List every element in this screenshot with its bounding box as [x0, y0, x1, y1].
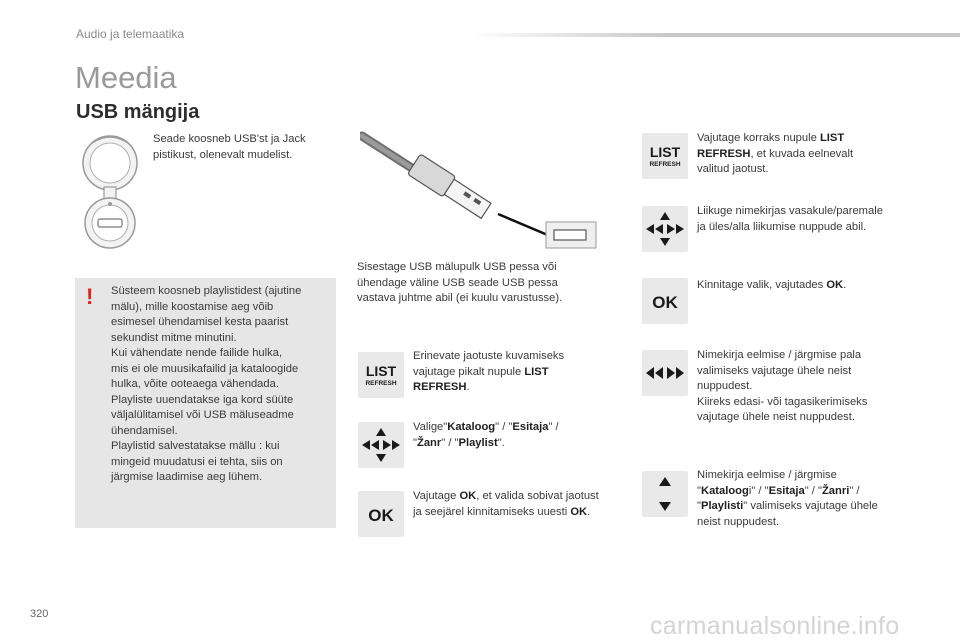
- instruction-navigate: [697, 204, 912, 235]
- insert-line: ühendage väline USB seade USB pessa: [357, 276, 558, 289]
- ok-button[interactable]: [642, 278, 688, 324]
- warning-line: mingeid muudatusi ei tehta, siis on: [111, 455, 283, 468]
- list-refresh-top-label: LIST: [649, 144, 681, 160]
- instruction-line: Vajutage korraks nupule LIST: [697, 132, 845, 144]
- ok-label: OK: [652, 293, 678, 312]
- warning-line: Playlistid salvestatakse mällu : kui: [111, 440, 280, 452]
- instruction-list-short: [697, 131, 912, 178]
- four-way-arrows-button[interactable]: [642, 206, 688, 252]
- ok-label: OK: [368, 506, 394, 525]
- warning-line: Kui vähendate nende failide hulka,: [111, 347, 283, 359]
- list-refresh-bottom-label: REFRESH: [649, 161, 681, 168]
- usb-cable-illustration: [360, 130, 600, 255]
- warning-line: Playliste uuendatakse iga kord süüte: [111, 393, 294, 406]
- ok-button[interactable]: [358, 491, 404, 537]
- intro-text: Seade koosneb USB'st ja Jack pistikust, olenevalt mudelist.: [153, 133, 306, 161]
- four-way-arrows-button[interactable]: [358, 422, 404, 468]
- warning-line: hulka, võite ooteaega vähendada.: [111, 378, 279, 390]
- instruction-line: ja üles/alla liikumise nuppude abil.: [697, 220, 867, 233]
- instruction-line: "Žanr" / "Playlist".: [413, 436, 505, 449]
- warning-line: sekundist mitme minutini.: [111, 331, 237, 344]
- instruction-list-long: [413, 349, 623, 396]
- page-number: 320: [30, 608, 49, 620]
- insert-line: Sisestage USB mälupulk USB pessa või: [357, 261, 557, 273]
- warning-line: mälu), mille koostamise aeg võib: [111, 300, 274, 313]
- warning-text: [111, 284, 331, 486]
- four-way-arrows-icon: [358, 422, 404, 468]
- instruction-line: Nimekirja eelmise / järgmise: [697, 469, 837, 481]
- instruction-line: Kiireks edasi- või tagasikerimiseks: [697, 395, 868, 408]
- instruction-line: Kinnitage valik, vajutades OK.: [697, 279, 847, 291]
- exclamation-icon: !: [86, 284, 94, 309]
- list-refresh-bottom-label: REFRESH: [365, 380, 397, 387]
- usb-port-illustration: [78, 133, 142, 256]
- list-refresh-button[interactable]: [642, 133, 688, 179]
- up-down-arrows-icon: [642, 471, 688, 517]
- instruction-line: "Kataloogi" / "Esitaja" / "Žanri" /: [697, 484, 860, 497]
- warning-line: mis ei ole muusikafailid ja kataloogide: [111, 362, 299, 375]
- instruction-line: Erinevate jaotuste kuvamiseks: [413, 350, 565, 362]
- instruction-line: Valige"Kataloog" / "Esitaja" /: [413, 421, 559, 433]
- warning-line: ühendamisel.: [111, 424, 178, 437]
- instruction-prev-next: [697, 348, 912, 426]
- instruction-line: valitud jaotust.: [697, 163, 769, 175]
- watermark: carmanualsonline.info: [650, 612, 900, 640]
- instruction-line: valimiseks vajutage ühele neist: [697, 364, 852, 377]
- instruction-line: Liikuge nimekirjas vasakule/paremale: [697, 205, 883, 217]
- instruction-line: ja seejärel kinnitamiseks uuesti OK.: [413, 505, 591, 518]
- header-rule: [470, 33, 960, 37]
- insert-line: vastava juhtme abil (ei kuulu varustusse).: [357, 292, 563, 304]
- warning-line: järgmise laadimise aeg lühem.: [111, 471, 263, 483]
- list-refresh-button[interactable]: [358, 352, 404, 398]
- insert-text: [357, 260, 607, 307]
- page-subtitle: USB mängija: [76, 101, 200, 123]
- instruction-select-category: [413, 420, 623, 451]
- warning-line: Süsteem koosneb playlistidest (ajutine: [111, 285, 302, 297]
- instruction-line: REFRESH, et kuvada eelnevalt: [697, 147, 854, 160]
- instruction-confirm: [697, 278, 912, 294]
- instruction-ok-select: [413, 489, 628, 520]
- four-way-arrows-icon: [642, 206, 688, 252]
- page-title: Meedia: [75, 60, 177, 95]
- instruction-line: Nimekirja eelmise / järgmise pala: [697, 349, 862, 361]
- warning-line: väljalülitamisel või USB mäluseadme: [111, 409, 294, 421]
- warning-line: esimesel ühendamisel kesta paarist: [111, 316, 289, 328]
- instruction-line: vajutage ühele neist nuppudest.: [697, 411, 855, 423]
- section-label: Audio ja telemaatika: [76, 27, 185, 41]
- instruction-line: nuppudest.: [697, 380, 753, 392]
- up-down-button[interactable]: [642, 471, 688, 517]
- instruction-line: neist nuppudest.: [697, 515, 780, 528]
- instruction-line: REFRESH.: [413, 381, 470, 393]
- list-refresh-top-label: LIST: [365, 363, 397, 379]
- instruction-line: "Playlisti" valimiseks vajutage ühele: [697, 500, 878, 512]
- instruction-line: Vajutage OK, et valida sobivat jaotust: [413, 490, 599, 502]
- prev-next-button[interactable]: [642, 350, 688, 396]
- instruction-prev-next-category: [697, 468, 912, 530]
- prev-next-arrows-icon: [642, 350, 688, 396]
- instruction-line: vajutage pikalt nupule LIST: [413, 365, 549, 378]
